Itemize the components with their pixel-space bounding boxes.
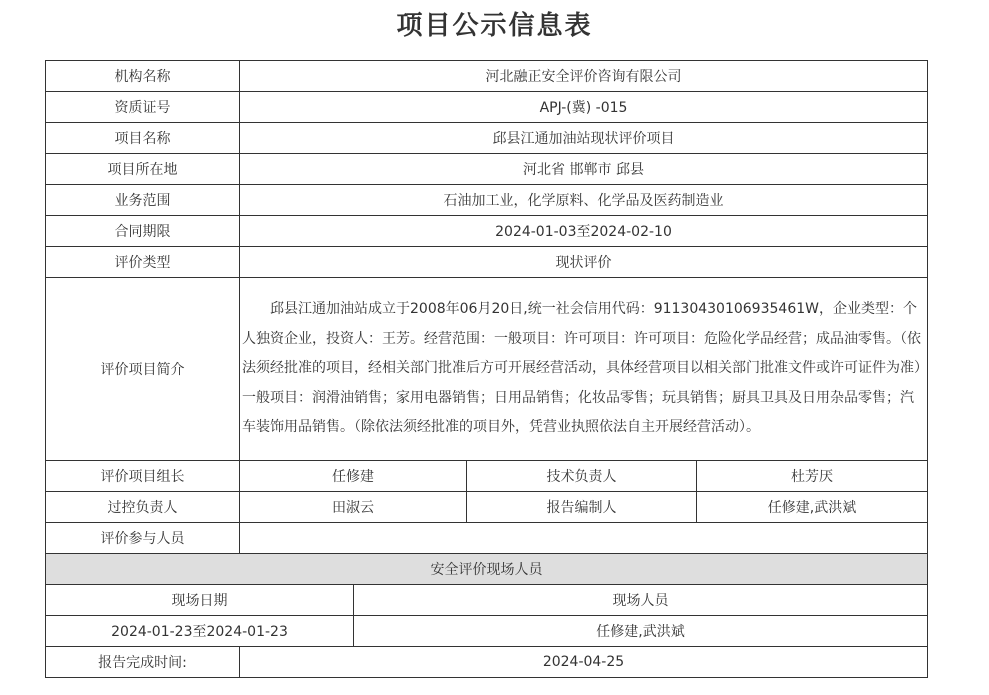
- table-row: [46, 523, 928, 554]
- table-row: [46, 647, 928, 678]
- cert-value: APJ-(冀) -015: [240, 92, 928, 123]
- org-value: 河北融正安全评价咨询有限公司: [240, 61, 928, 92]
- table-row: [46, 492, 928, 523]
- control-value: 田淑云: [240, 492, 467, 523]
- project-label: 项目名称: [46, 123, 240, 154]
- intro-label: 评价项目简介: [46, 278, 240, 461]
- writer-label: 报告编制人: [467, 492, 697, 523]
- completion-label: 报告完成时间:: [46, 647, 240, 678]
- table-row: [46, 154, 928, 185]
- contract-label: 合同期限: [46, 216, 240, 247]
- type-value: 现状评价: [240, 247, 928, 278]
- table-row: [46, 278, 928, 461]
- location-label: 项目所在地: [46, 154, 240, 185]
- table-row: [46, 247, 928, 278]
- scope-value: 石油加工业，化学原料、化学品及医药制造业: [240, 185, 928, 216]
- leader-label: 评价项目组长: [46, 461, 240, 492]
- project-info-table: [45, 60, 928, 678]
- site-people-value: 任修建,武洪斌: [354, 616, 928, 647]
- site-section-title: 安全评价现场人员: [46, 554, 928, 585]
- table-row: [46, 61, 928, 92]
- info-table-wrapper: [45, 60, 927, 678]
- table-row: [46, 616, 928, 647]
- control-label: 过控负责人: [46, 492, 240, 523]
- intro-cell: [240, 278, 928, 461]
- tech-label: 技术负责人: [467, 461, 697, 492]
- table-row: [46, 123, 928, 154]
- contract-value: 2024-01-03至2024-02-10: [240, 216, 928, 247]
- site-date-value: 2024-01-23至2024-01-23: [46, 616, 354, 647]
- scope-label: 业务范围: [46, 185, 240, 216]
- table-row: [46, 216, 928, 247]
- table-row: [46, 461, 928, 492]
- participants-value: [240, 523, 928, 554]
- type-label: 评价类型: [46, 247, 240, 278]
- table-row: [46, 554, 928, 585]
- leader-value: 任修建: [240, 461, 467, 492]
- site-people-header: 现场人员: [354, 585, 928, 616]
- table-row: [46, 185, 928, 216]
- tech-value: 杜芳厌: [697, 461, 928, 492]
- page-title: 项目公示信息表: [396, 11, 593, 41]
- completion-value: 2024-04-25: [240, 647, 928, 678]
- intro-value: 邱县江通加油站成立于2008年06月20日,统一社会信用代码：91130430106935461W，企业类型：个人独资企业，投资人：王芳。经营范围：一般项目：许可项目：许可项目：危险化学品经营；成品油零售。（依法须经批准的项目，经相关部门批准后方可开展经营活动，具体经营项目以相关部门批准文件或许可证件为准）一般项目：润滑油销售；家用电器销售；日用品销售；化妆品零售；玩具销售；厨具卫具及日用杂品零售；汽车装饰用品销售。（除依法须经批准的项目外，凭营业执照依法自主开展经营活动）。: [242, 301, 921, 436]
- project-value: 邱县江通加油站现状评价项目: [240, 123, 928, 154]
- table-row: [46, 585, 928, 616]
- org-label: 机构名称: [46, 61, 240, 92]
- writer-value: 任修建,武洪斌: [697, 492, 928, 523]
- participants-label: 评价参与人员: [46, 523, 240, 554]
- location-value: 河北省 邯郸市 邱县: [240, 154, 928, 185]
- site-date-header: 现场日期: [46, 585, 354, 616]
- cert-label: 资质证号: [46, 92, 240, 123]
- table-row: [46, 92, 928, 123]
